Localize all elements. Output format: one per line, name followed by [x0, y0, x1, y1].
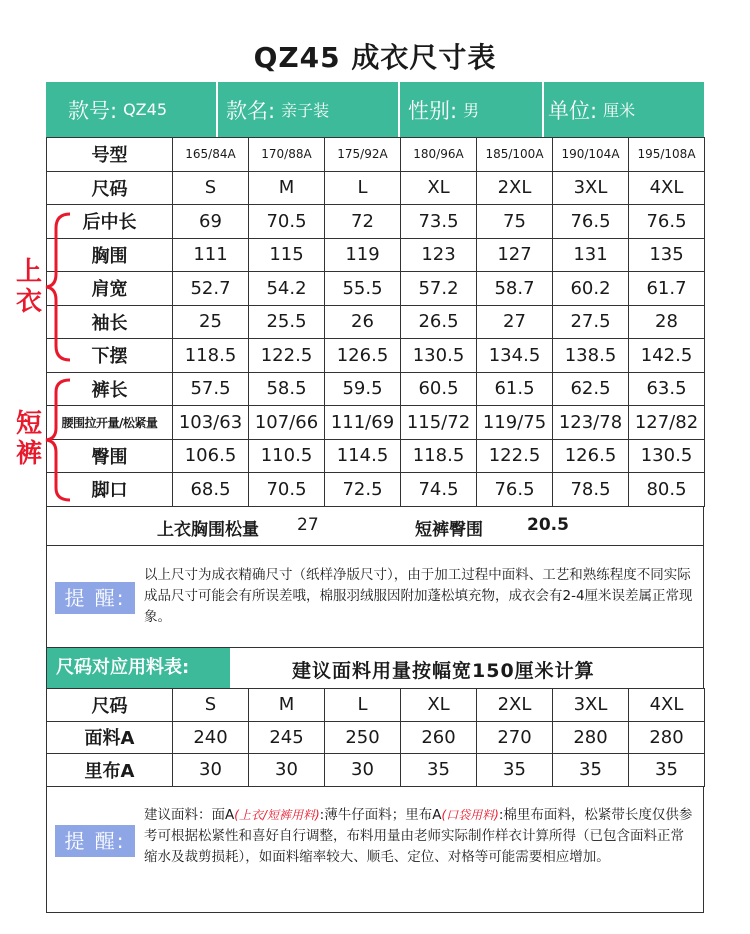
table-cell: 126.5: [325, 339, 401, 373]
table-cell: 3XL: [553, 171, 629, 205]
table-cell: 61.7: [629, 272, 705, 306]
table-cell: 119/75: [477, 406, 553, 440]
shorts-group-label: 短 裤: [15, 409, 42, 469]
unit-cell: [544, 82, 704, 137]
shorts-brace-icon: [44, 378, 74, 502]
table-row: [47, 721, 705, 754]
ease-summary: [46, 506, 704, 546]
table-row: [47, 205, 705, 239]
table-row: [47, 689, 705, 722]
table-cell: 250: [325, 721, 401, 754]
table-cell: 35: [477, 754, 553, 787]
table-cell: 69: [173, 205, 249, 239]
row-label: 下摆: [47, 339, 173, 373]
fabric-table: [46, 688, 705, 787]
table-cell: 127/82: [629, 406, 705, 440]
table-cell: 52.7: [173, 272, 249, 306]
row-label: 尺码: [47, 171, 173, 205]
table-cell: 25.5: [249, 305, 325, 339]
table-cell: L: [325, 171, 401, 205]
row-label: 里布A: [47, 754, 173, 787]
reminder-note-2: [46, 787, 704, 913]
row-label: 肩宽: [47, 272, 173, 306]
table-cell: 280: [553, 721, 629, 754]
reminder-badge-2: 提 醒:: [55, 825, 135, 857]
table-cell: 103/63: [173, 406, 249, 440]
table-cell: 70.5: [249, 473, 325, 507]
table-cell: M: [249, 171, 325, 205]
table-cell: 35: [629, 754, 705, 787]
table-cell: 63.5: [629, 372, 705, 406]
table-row: [47, 439, 705, 473]
row-label: 尺码: [47, 689, 173, 722]
row-label: 腰围拉开量/松紧量: [47, 406, 173, 440]
table-row: [47, 171, 705, 205]
table-cell: 2XL: [477, 171, 553, 205]
table-cell: 122.5: [477, 439, 553, 473]
table-cell: 170/88A: [249, 138, 325, 172]
table-cell: 28: [629, 305, 705, 339]
table-cell: 123/78: [553, 406, 629, 440]
table-row: [47, 473, 705, 507]
table-cell: 118.5: [401, 439, 477, 473]
table-cell: M: [249, 689, 325, 722]
table-cell: 280: [629, 721, 705, 754]
table-cell: 240: [173, 721, 249, 754]
row-label: 裤长: [47, 372, 173, 406]
table-cell: 260: [401, 721, 477, 754]
style-no-label: 款号:: [68, 98, 118, 123]
table-cell: 54.2: [249, 272, 325, 306]
note2-red-1: (上衣/短裤用料): [234, 808, 320, 822]
table-cell: 4XL: [629, 171, 705, 205]
table-cell: 30: [249, 754, 325, 787]
table-cell: 118.5: [173, 339, 249, 373]
row-label: 面料A: [47, 721, 173, 754]
top-brace-icon: [44, 212, 74, 362]
table-cell: 185/100A: [477, 138, 553, 172]
table-cell: 68.5: [173, 473, 249, 507]
table-row: [47, 138, 705, 172]
note2-red-2: (口袋用料): [441, 808, 499, 822]
table-cell: S: [173, 171, 249, 205]
table-row: [47, 272, 705, 306]
table-cell: 180/96A: [401, 138, 477, 172]
table-cell: 25: [173, 305, 249, 339]
table-cell: 115: [249, 238, 325, 272]
table-cell: 62.5: [553, 372, 629, 406]
table-cell: 122.5: [249, 339, 325, 373]
table-cell: 30: [173, 754, 249, 787]
fabric-section-label: 尺码对应用料表:: [47, 648, 230, 688]
table-cell: 61.5: [477, 372, 553, 406]
table-cell: XL: [401, 171, 477, 205]
table-row: [47, 339, 705, 373]
unit-label: 单位:: [548, 98, 598, 123]
table-cell: 127: [477, 238, 553, 272]
size-table: [46, 137, 705, 507]
table-cell: 131: [553, 238, 629, 272]
table-cell: 114.5: [325, 439, 401, 473]
name-label: 款名:: [226, 98, 276, 123]
table-cell: 134.5: [477, 339, 553, 373]
row-label: 号型: [47, 138, 173, 172]
table-cell: 119: [325, 238, 401, 272]
table-cell: 26.5: [401, 305, 477, 339]
table-cell: 58.7: [477, 272, 553, 306]
table-cell: 245: [249, 721, 325, 754]
table-cell: 123: [401, 238, 477, 272]
table-row: [47, 372, 705, 406]
table-cell: 76.5: [629, 205, 705, 239]
table-cell: 73.5: [401, 205, 477, 239]
row-label: 后中长: [47, 205, 173, 239]
table-cell: 4XL: [629, 689, 705, 722]
table-cell: 35: [401, 754, 477, 787]
table-cell: 26: [325, 305, 401, 339]
table-cell: 107/66: [249, 406, 325, 440]
table-cell: 59.5: [325, 372, 401, 406]
table-cell: 130.5: [629, 439, 705, 473]
gender-cell: [400, 82, 544, 137]
table-cell: 175/92A: [325, 138, 401, 172]
table-cell: 57.2: [401, 272, 477, 306]
row-label: 胸围: [47, 238, 173, 272]
table-cell: 135: [629, 238, 705, 272]
fabric-width-hint: 建议面料用量按幅宽150厘米计算: [292, 660, 595, 682]
chest-ease-value: 27: [297, 515, 319, 535]
reminder-text-1: 以上尺寸为成衣精确尺寸（纸样净版尺寸），由于加工过程中面料、工艺和熟练程度不同实际成品尺寸可能会有所误差哦，棉服羽绒服因附加蓬松填充物，成衣会有2-4厘米误差属正常现象。: [144, 567, 693, 625]
table-cell: 165/84A: [173, 138, 249, 172]
top-group-label: 上 衣: [15, 257, 42, 317]
table-cell: L: [325, 689, 401, 722]
name-value: 亲子装: [281, 101, 330, 120]
table-cell: 74.5: [401, 473, 477, 507]
info-header: [46, 82, 704, 137]
table-cell: 58.5: [249, 372, 325, 406]
table-cell: 76.5: [553, 205, 629, 239]
table-cell: 130.5: [401, 339, 477, 373]
table-cell: 72.5: [325, 473, 401, 507]
style-no-value: QZ45: [123, 100, 167, 119]
table-cell: 55.5: [325, 272, 401, 306]
table-cell: 60.2: [553, 272, 629, 306]
table-cell: 3XL: [553, 689, 629, 722]
table-cell: 57.5: [173, 372, 249, 406]
table-cell: 195/108A: [629, 138, 705, 172]
style-no-cell: [46, 82, 218, 137]
reminder-note-1: [46, 546, 704, 648]
table-cell: 138.5: [553, 339, 629, 373]
table-cell: 2XL: [477, 689, 553, 722]
gender-value: 男: [463, 101, 480, 120]
table-cell: 111/69: [325, 406, 401, 440]
name-cell: [218, 82, 400, 137]
table-cell: 142.5: [629, 339, 705, 373]
table-cell: 126.5: [553, 439, 629, 473]
table-cell: 60.5: [401, 372, 477, 406]
reminder-text-2: [144, 805, 695, 868]
table-cell: 27.5: [553, 305, 629, 339]
table-cell: 27: [477, 305, 553, 339]
table-row: [47, 406, 705, 440]
table-row: [47, 754, 705, 787]
unit-value: 厘米: [603, 101, 636, 120]
table-cell: 110.5: [249, 439, 325, 473]
reminder-badge-1: 提 醒:: [55, 582, 135, 614]
table-cell: 80.5: [629, 473, 705, 507]
table-cell: 30: [325, 754, 401, 787]
table-cell: 75: [477, 205, 553, 239]
row-label: 脚口: [47, 473, 173, 507]
gender-label: 性别:: [408, 98, 458, 123]
note2-prefix: 建议面料：面A: [144, 807, 235, 823]
row-label: 臀围: [47, 439, 173, 473]
table-cell: S: [173, 689, 249, 722]
table-cell: XL: [401, 689, 477, 722]
note2-mid: :薄牛仔面料；里布A: [319, 807, 442, 823]
table-cell: 106.5: [173, 439, 249, 473]
row-label: 袖长: [47, 305, 173, 339]
table-cell: 115/72: [401, 406, 477, 440]
table-cell: 70.5: [249, 205, 325, 239]
table-cell: 35: [553, 754, 629, 787]
table-row: [47, 305, 705, 339]
hip-value: 20.5: [527, 515, 569, 535]
table-row: [47, 238, 705, 272]
table-cell: 76.5: [477, 473, 553, 507]
table-cell: 78.5: [553, 473, 629, 507]
fabric-section-header: [46, 648, 704, 688]
note2-rest: :棉里布面料，松紧带长度仅供参考可根据松紧性和喜好自行调整，布料用量由老师实际制作样衣计算所得（已包含面料正常缩水及裁剪损耗），如面料缩率较大、顺毛、定位、对格等可能需要相应增加。: [144, 807, 693, 865]
table-cell: 111: [173, 238, 249, 272]
table-cell: 190/104A: [553, 138, 629, 172]
chest-ease-label: 上衣胸围松量: [157, 520, 259, 540]
table-cell: 72: [325, 205, 401, 239]
hip-label: 短裤臀围: [415, 520, 483, 540]
table-cell: 270: [477, 721, 553, 754]
page-title: QZ45 成衣尺寸表: [253, 41, 497, 74]
